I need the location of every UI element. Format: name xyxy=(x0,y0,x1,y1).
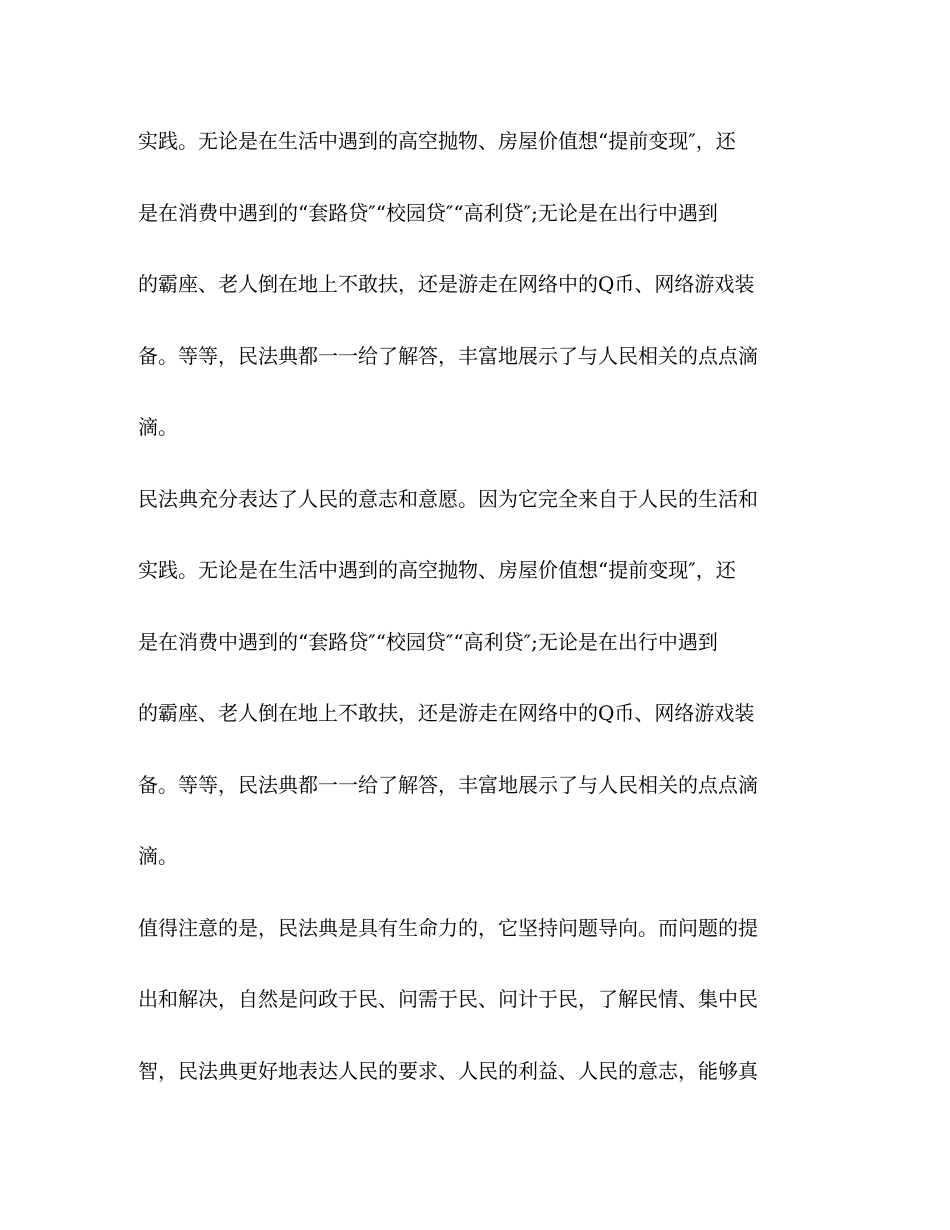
text-line: 出和解决，自然是问政于民、问需于民、问计于民，了解民情、集中民 xyxy=(138,987,758,1011)
text-line: 实践。无论是在生活中遇到的高空抛物、房屋价值想“提前变现″，还 xyxy=(138,558,736,582)
text-line: 智，民法典更好地表达人民的要求、人民的利益、人民的意志，能够真 xyxy=(138,1058,758,1083)
paragraph-3 xyxy=(138,911,818,1126)
text-line: 是在消费中遇到的“套路贷″“校园贷″“高利贷″;无论是在出行中遇到 xyxy=(138,200,718,225)
text-line: 备。等等，民法典都一一给了解答，丰富地展示了与人民相关的点点滴 xyxy=(138,772,758,797)
text-line: 实践。无论是在生活中遇到的高空抛物、房屋价值想“提前变现″，还 xyxy=(138,129,736,153)
text-line: 民法典充分表达了人民的意志和意愿。因为它完全来自于人民的生活和 xyxy=(138,486,758,511)
text-line: 备。等等，民法典都一一给了解答，丰富地展示了与人民相关的点点滴 xyxy=(138,343,758,368)
text-line: 滴。 xyxy=(138,415,178,439)
document-body xyxy=(138,124,818,1125)
text-line: 是在消费中遇到的“套路贷″“校园贷″“高利贷″;无论是在出行中遇到 xyxy=(138,629,718,654)
text-line: 的霸座、老人倒在地上不敢扶，还是游走在网络中的Q币、网络游戏装 xyxy=(138,272,755,296)
text-line: 滴。 xyxy=(138,844,178,868)
text-line: 值得注意的是，民法典是具有生命力的，它坚持问题导向。而问题的提 xyxy=(138,915,758,940)
paragraph-2 xyxy=(138,482,818,911)
text-line: 的霸座、老人倒在地上不敢扶，还是游走在网络中的Q币、网络游戏装 xyxy=(138,701,755,725)
paragraph-1 xyxy=(138,124,818,482)
